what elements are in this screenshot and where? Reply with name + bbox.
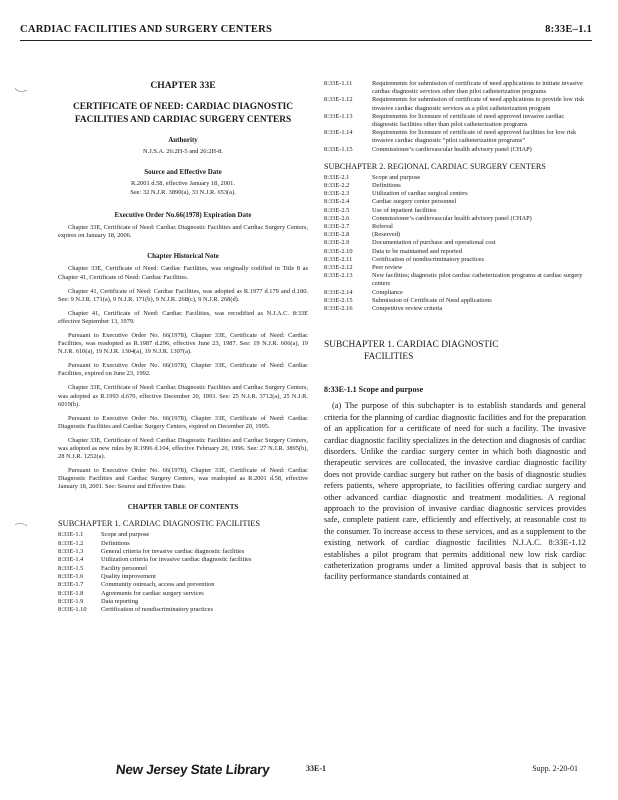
- toc-text: Agreements for cardiac surgery services: [101, 589, 204, 597]
- library-stamp: New Jersey State Library: [115, 762, 271, 777]
- history-note: Pursuant to Executive Order No. 66(1978), Chapter 33E, Certificate of Need: Cardiac Facilities, was readopted as R.1987 d.296, effective June 23, 1987. See: 19 N.J.R. 606(a), 19 N.J.R. 610(a), 19 N.J.R. 1304(a), 19 N.J.R. 1307(a).: [58, 331, 308, 356]
- toc-text: Quality improvement: [101, 572, 156, 580]
- history-note: Pursuant to Executive Order No. 66(1978), Chapter 33E, Certificate of Need: Cardiac Diagnostic Facilities and Cardiac Surgery Centers, expired on December 20, 1995.: [58, 414, 308, 430]
- toc-num: 8:33E-2.13: [324, 272, 353, 280]
- toc-num: 8:33E-1.15: [324, 145, 353, 153]
- toc-num: 8:33E-1.10: [58, 606, 87, 614]
- toc-text: General criteria for invasive cardiac diagnostic facilities: [101, 548, 245, 556]
- toc-entry: [58, 606, 308, 614]
- toc-entry: [58, 590, 308, 598]
- toc-num: 8:33E-1.3: [58, 548, 84, 556]
- eo-text: Chapter 33E, Certificate of Need: Cardiac Diagnostic Facilities and Cardiac Surgery Centers, expires on January 18, 2006.: [58, 224, 308, 240]
- running-header: [20, 22, 592, 41]
- toc-entry: [324, 182, 586, 190]
- header-section-number: 8:33E–1.1: [545, 24, 592, 35]
- toc-text: (Reserved): [372, 231, 401, 239]
- toc-text: Use of inpatient facilities: [372, 206, 437, 214]
- toc-entry: [324, 223, 586, 231]
- margin-mark-icon: [14, 86, 28, 96]
- left-column: [58, 52, 308, 614]
- toc-num: 8:33E-1.13: [324, 112, 353, 120]
- toc-num: 8:33E-2.7: [324, 223, 350, 231]
- toc-entry: [324, 272, 586, 288]
- toc-num: 8:33E-2.14: [324, 288, 353, 296]
- toc-num: 8:33E-1.7: [58, 581, 84, 589]
- toc-num: 8:33E-2.8: [324, 231, 350, 239]
- right-column: [324, 80, 586, 591]
- margin-mark-icon: [14, 520, 28, 530]
- toc-entry: [58, 531, 308, 539]
- toc-num: 8:33E-1.5: [58, 564, 84, 572]
- history-heading: Chapter Historical Note: [147, 252, 219, 261]
- subchapter-1-title: [324, 339, 586, 363]
- toc-text: Community outreach, access and prevention: [101, 581, 215, 589]
- toc-entry: [324, 146, 586, 154]
- toc-num: 8:33E-2.4: [324, 198, 350, 206]
- toc-subchapter-2-list: [324, 174, 586, 313]
- toc-num: 8:33E-2.3: [324, 190, 350, 198]
- toc-num: 8:33E-2.10: [324, 247, 353, 255]
- toc-num: 8:33E-2.9: [324, 239, 350, 247]
- toc-entry: [324, 231, 586, 239]
- toc-num: 8:33E-1.11: [324, 80, 353, 87]
- toc-text: Utilization of cardiac surgical centers: [372, 190, 468, 198]
- toc-subchapter-1: SUBCHAPTER 1. CARDIAC DIAGNOSTIC FACILITIES: [58, 519, 261, 529]
- source-text: R.2001 d.58, effective January 18, 2001.: [131, 180, 235, 188]
- header-title: CARDIAC FACILITIES AND SURGERY CENTERS: [20, 24, 273, 35]
- history-note: Pursuant to Executive Order No. 66(1978), Chapter 33E, Certificate of Need: Cardiac Facilities, expired on June 23, 1992.: [58, 362, 308, 378]
- toc-num: 8:33E-1.8: [58, 589, 84, 597]
- toc-text: Definitions: [101, 539, 130, 547]
- toc-entry: [324, 297, 586, 305]
- toc-text: Requirements for submission of certificate of need applications to provide low risk invasive cardiac diagnostic services as a pilot catheterization program: [372, 96, 585, 112]
- toc-text: Competitive review criteria: [372, 305, 443, 313]
- toc-num: 8:33E-1.12: [324, 96, 353, 104]
- toc-num: 8:33E-1.2: [58, 539, 84, 547]
- subchapter-1-title-line: FACILITIES: [364, 352, 414, 363]
- toc-entry: [58, 565, 308, 573]
- supplement-date: Supp. 2-20-01: [532, 764, 578, 773]
- authority-heading: Authority: [168, 136, 198, 144]
- toc-entry: [324, 96, 586, 112]
- toc-entry: [58, 598, 308, 606]
- page-number: 33E-1: [306, 764, 326, 773]
- toc-num: 8:33E-1.6: [58, 572, 84, 580]
- toc-text: Utilization criteria for invasive cardiac diagnostic facilities: [101, 556, 252, 564]
- toc-entry: [58, 548, 308, 556]
- toc-entry: [324, 248, 586, 256]
- toc-num: 8:33E-2.2: [324, 182, 350, 190]
- toc-text: Submission of Certificate of Need applications: [372, 296, 492, 304]
- toc-text: Definitions: [372, 182, 401, 190]
- toc-text: Certification of nondiscriminatory practices: [101, 606, 213, 614]
- toc-text: Scope and purpose: [372, 173, 421, 181]
- toc-entry: [58, 556, 308, 564]
- toc-num: 8:33E-1.9: [58, 597, 84, 605]
- toc-entry: [58, 540, 308, 548]
- toc-text: Requirements for submission of certificate of need applications to initiate invasive cardiac diagnostic services other than pilot catheterization programs: [372, 80, 583, 96]
- toc-continued-list: [324, 80, 586, 154]
- toc-entry: [324, 264, 586, 272]
- toc-entry: [324, 207, 586, 215]
- toc-num: 8:33E-2.11: [324, 255, 353, 263]
- toc-heading: CHAPTER TABLE OF CONTENTS: [127, 503, 239, 512]
- toc-entry: [324, 239, 586, 247]
- toc-entry: [324, 129, 586, 145]
- toc-num: 8:33E-1.1: [58, 531, 84, 539]
- toc-text: Scope and purpose: [101, 531, 150, 539]
- toc-text: Facility personnel: [101, 564, 147, 572]
- chapter-title: CERTIFICATE OF NEED: CARDIAC DIAGNOSTIC FACILITIES AND CARDIAC SURGERY CENTERS: [72, 102, 293, 125]
- history-list: [58, 265, 308, 491]
- toc-num: 8:33E-2.6: [324, 214, 350, 222]
- toc-text: Commissioner’s cardiovascular health advisory panel (CHAP): [372, 214, 532, 222]
- toc-entry: [324, 256, 586, 264]
- source-see: See: 32 N.J.R. 3890(a), 33 N.J.R. 653(a).: [130, 188, 236, 196]
- toc-num: 8:33E-2.15: [324, 296, 353, 304]
- history-note: Pursuant to Executive Order No. 66(1978), Chapter 33E, Certificate of Need: Cardiac Diagnostic Facilities and Cardiac Surgery Centers, was readopted as R.2001 d.58, effective January 18, 2001. See: Source and Effective Date.: [58, 467, 308, 491]
- chapter-number: CHAPTER 33E: [150, 80, 216, 91]
- history-note: Chapter 33E, Certificate of Need: Cardiac Diagnostic Facilities and Cardiac Surgery Centers, was adopted as R.1993 d.670, effective December 20, 1993. See: 25 N.J.R. 3712(a), 25 N.J.R. 6019(b).: [58, 384, 308, 408]
- toc-entry: [324, 289, 586, 297]
- toc-text: Compliance: [372, 288, 403, 296]
- toc-list: [58, 531, 308, 614]
- toc-num: 8:33E-2.5: [324, 206, 350, 214]
- source-heading: Source and Effective Date: [144, 168, 222, 177]
- page-footer: [0, 760, 618, 790]
- toc-entry: [324, 198, 586, 206]
- toc-entry: [58, 581, 308, 589]
- section-heading: 8:33E-1.1 Scope and purpose: [324, 385, 424, 395]
- toc-text: Cardiac surgery center personnel: [372, 198, 457, 206]
- toc-text: Data reporting: [101, 597, 139, 605]
- toc-entry: [58, 573, 308, 581]
- toc-text: Data to be maintained and reported: [372, 247, 462, 255]
- history-note: Chapter 41, Certificate of Need: Cardiac Facilities, was adopted as R.1977 d.179 and d.180. See: 9 N.J.R. 171(a), 9 N.J.R. 171(b), 9 N.J.R. 268(c), 9 N.J.R. 268(d).: [58, 287, 308, 303]
- toc-entry: [324, 305, 586, 313]
- toc-num: 8:33E-2.16: [324, 305, 353, 313]
- toc-subchapter-2: SUBCHAPTER 2. REGIONAL CARDIAC SURGERY CENTERS: [324, 161, 546, 171]
- toc-text: Certification of nondiscriminatory practices: [372, 255, 484, 263]
- authority-text: N.J.S.A. 26:2H-5 and 26:2H-8.: [143, 148, 223, 155]
- history-note: Chapter 33E, Certificate of Need: Cardiac Facilities, was originally codified in Title 8 as Chapter 41, Certificate of Need: Cardiac Facilities.: [58, 265, 308, 281]
- subchapter-1-title-line: SUBCHAPTER 1. CARDIAC DIAGNOSTIC: [324, 340, 499, 351]
- eo-heading: Executive Order No.66(1978) Expiration Date: [114, 211, 252, 220]
- toc-entry: [324, 215, 586, 223]
- toc-entry: [324, 80, 586, 96]
- toc-num: 8:33E-1.14: [324, 129, 353, 137]
- toc-text: Requirements for licensure of certificate of need approved invasive cardiac diagnostic facilities other than pilot catheterization programs: [372, 112, 565, 129]
- toc-text: Peer review: [372, 264, 403, 272]
- toc-text: Commissioner’s cardiovascular health advisory panel (CHAP): [372, 145, 532, 153]
- history-note: Chapter 33E, Certificate of Need: Cardiac Diagnostic Facilities and Cardiac Surgery Centers, was adopted as new rules by R.1996 d.104, effective February 20, 1996. See: 27 N.J.R. 3895(b), 28 N.J.R. 1252(a).: [58, 436, 308, 461]
- section-body: (a) The purpose of this subchapter is to establish standards and general criteria for the planning of cardiac diagnostic facilities and for the preparation of an application for a certificate of need for such a facility. The invasive cardiac diagnostic facility specializes in the detection and diagnosis of cardiac disorders. Unlike the cardiac surgery center in which both diagnostic and therapeutic services are collocated, the invasive cardiac diagnostic facility does not provide cardiac surgery but rather on the basis of diagnostic studies refers patients, where appropriate, to facilities offering cardiac surgery and other advanced cardiac diagnostic and treatment modalities. A regional approach to the provision of invasive cardiac diagnostic services provides safe, complete patient care, efficiently and effectively, at reasonable cost to the consumer. To increase access to these services, and as a supplement to the existing network of cardiac diagnostic facilities N.J.A.C. 8:33E-1.12 establishes a pilot program that permits additional new low risk cardiac catheterization programs under a limited approval basis that is subject to facility performance standards contained at: [324, 401, 586, 582]
- toc-entry: [324, 190, 586, 198]
- history-note: Chapter 41, Certificate of Need: Cardiac Facilities, was recodified as N.J.A.C. 8:33E effective September 13, 1979.: [58, 309, 308, 325]
- toc-text: Referral: [372, 223, 393, 231]
- toc-text: Documentation of purchase and operational cost: [372, 239, 496, 247]
- toc-entry: [324, 113, 586, 129]
- toc-num: 8:33E-2.12: [324, 264, 353, 272]
- toc-num: 8:33E-2.1: [324, 173, 350, 181]
- toc-entry: [324, 174, 586, 182]
- toc-text: New facilities; diagnostic pilot cardiac catheterization programs at cardiac surgery centers: [372, 272, 583, 288]
- toc-text: Requirements for licensure of certificate of need approved facilities for low risk invasive cardiac diagnostic “pilot catheterization programs”: [372, 129, 577, 145]
- toc-num: 8:33E-1.4: [58, 556, 84, 564]
